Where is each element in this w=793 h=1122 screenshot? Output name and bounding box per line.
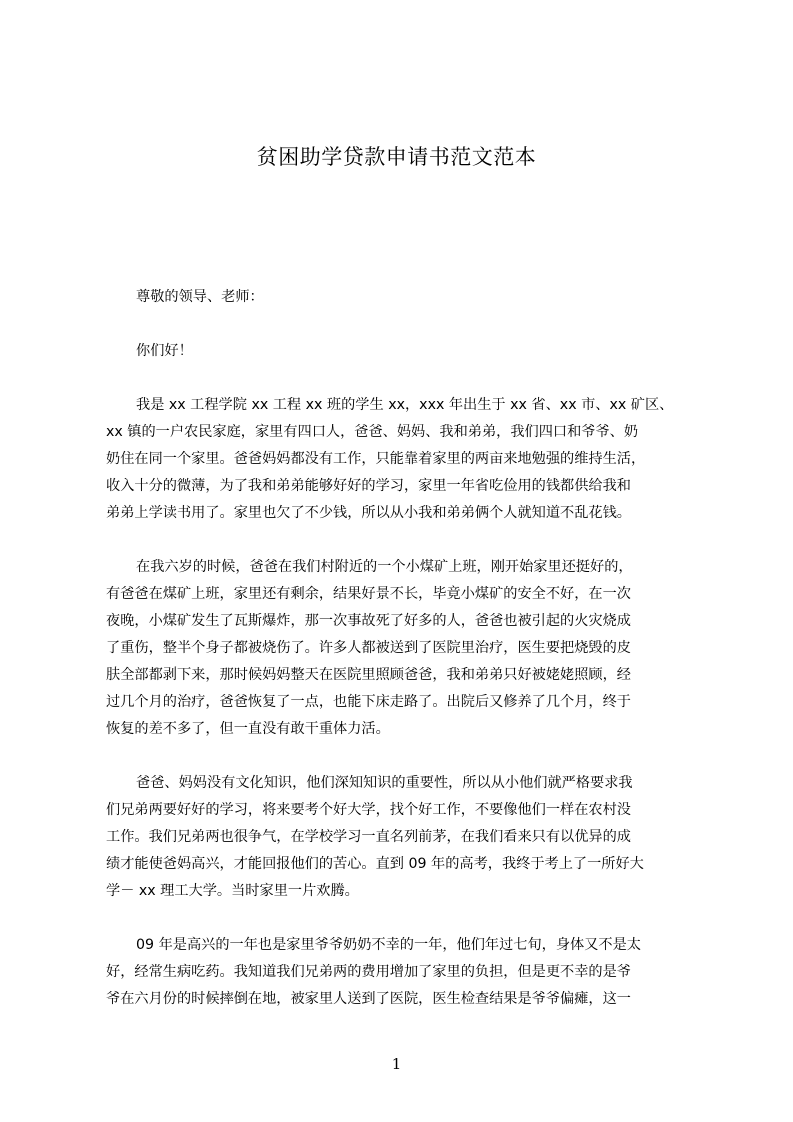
document-title: 贫困助学贷款申请书范文范本 (256, 145, 537, 169)
paragraph-line: xx 镇的一户农民家庭，家里有四口人，爸爸、妈妈、我和弟弟，我们四口和爷爷、奶 (106, 424, 639, 440)
paragraph-line: 在我六岁的时候，爸爸在我们村附近的一个小煤矿上班，刚开始家里还挺好的， (136, 559, 633, 575)
paragraph-line: 学－ xx 理工大学。当时家里一片欢腾。 (106, 883, 359, 899)
paragraph-line: 夜晚，小煤矿发生了瓦斯爆炸，那一次事故死了好多的人，爸爸也被引起的火灾烧成 (106, 613, 631, 629)
salutation: 尊敬的领导、老师： (136, 289, 264, 305)
paragraph-line: 过几个月的治疗，爸爸恢复了一点，也能下床走路了。出院后又修养了几个月，终于 (106, 694, 631, 710)
paragraph-line: 09 年是高兴的一年也是家里爷爷奶奶不幸的一年，他们年过七旬，身体又不是太 (136, 937, 641, 953)
paragraph-line: 们兄弟两要好好的学习，将来要考个好大学，找个好工作，不要像他们一样在农村没 (106, 802, 631, 818)
greeting: 你们好！ (136, 343, 193, 359)
paragraph-2 (106, 554, 696, 743)
paragraph-line: 弟弟上学读书用了。家里也欠了不少钱，所以从小我和弟弟俩个人就知道不乱花钱。 (106, 505, 631, 521)
paragraph-line: 恢复的差不多了，但一直没有敢干重体力活。 (106, 721, 390, 737)
paragraph-line: 肤全部都剥下来，那时候妈妈整天在医院里照顾爸爸，我和弟弟只好被姥姥照顾，经 (106, 667, 631, 683)
paragraph-line: 了重伤，整半个身子都被烧伤了。许多人都被送到了医院里治疗，医生要把烧毁的皮 (106, 640, 631, 656)
paragraph-line: 好，经常生病吃药。我知道我们兄弟两的费用增加了家里的负担，但是更不幸的是爷 (106, 964, 631, 980)
paragraph-line: 有爸爸在煤矿上班，家里还有剩余，结果好景不长，毕竟小煤矿的安全不好，在一次 (106, 586, 631, 602)
paragraph-gap (106, 743, 696, 770)
paragraph-line: 绩才能使爸妈高兴，才能回报他们的苦心。直到 09 年的高考，我终于考上了一所好大 (106, 856, 644, 872)
paragraph-line: 爷在六月份的时候摔倒在地，被家里人送到了医院，医生检查结果是爷爷偏瘫，这一 (106, 991, 631, 1007)
paragraph-line: 收入十分的微薄，为了我和弟弟能够好好的学习，家里一年省吃俭用的钱都供给我和 (106, 478, 631, 494)
paragraph-gap (106, 905, 696, 932)
paragraph-gap (106, 527, 696, 554)
paragraph-line: 爸爸、妈妈没有文化知识，他们深知知识的重要性，所以从小他们就严格要求我 (136, 775, 633, 791)
paragraph-gap (106, 311, 696, 338)
paragraph-3 (106, 770, 696, 905)
document-body (106, 284, 696, 1013)
paragraph-4 (106, 932, 696, 1013)
paragraph-line: 奶住在同一个家里。爸爸妈妈都没有工作，只能靠着家里的两亩来地勉强的维持生活， (106, 451, 646, 467)
paragraph-line: 我是 xx 工程学院 xx 工程 xx 班的学生 xx，xxx 年出生于 xx 省、xx 市、xx 矿区、 (136, 397, 674, 413)
paragraph-gap (106, 365, 696, 392)
paragraph-line: 工作。我们兄弟两也很争气，在学校学习一直名列前茅，在我们看来只有以优异的成 (106, 829, 631, 845)
page-number: 1 (391, 1055, 402, 1073)
paragraph-1 (106, 392, 696, 527)
